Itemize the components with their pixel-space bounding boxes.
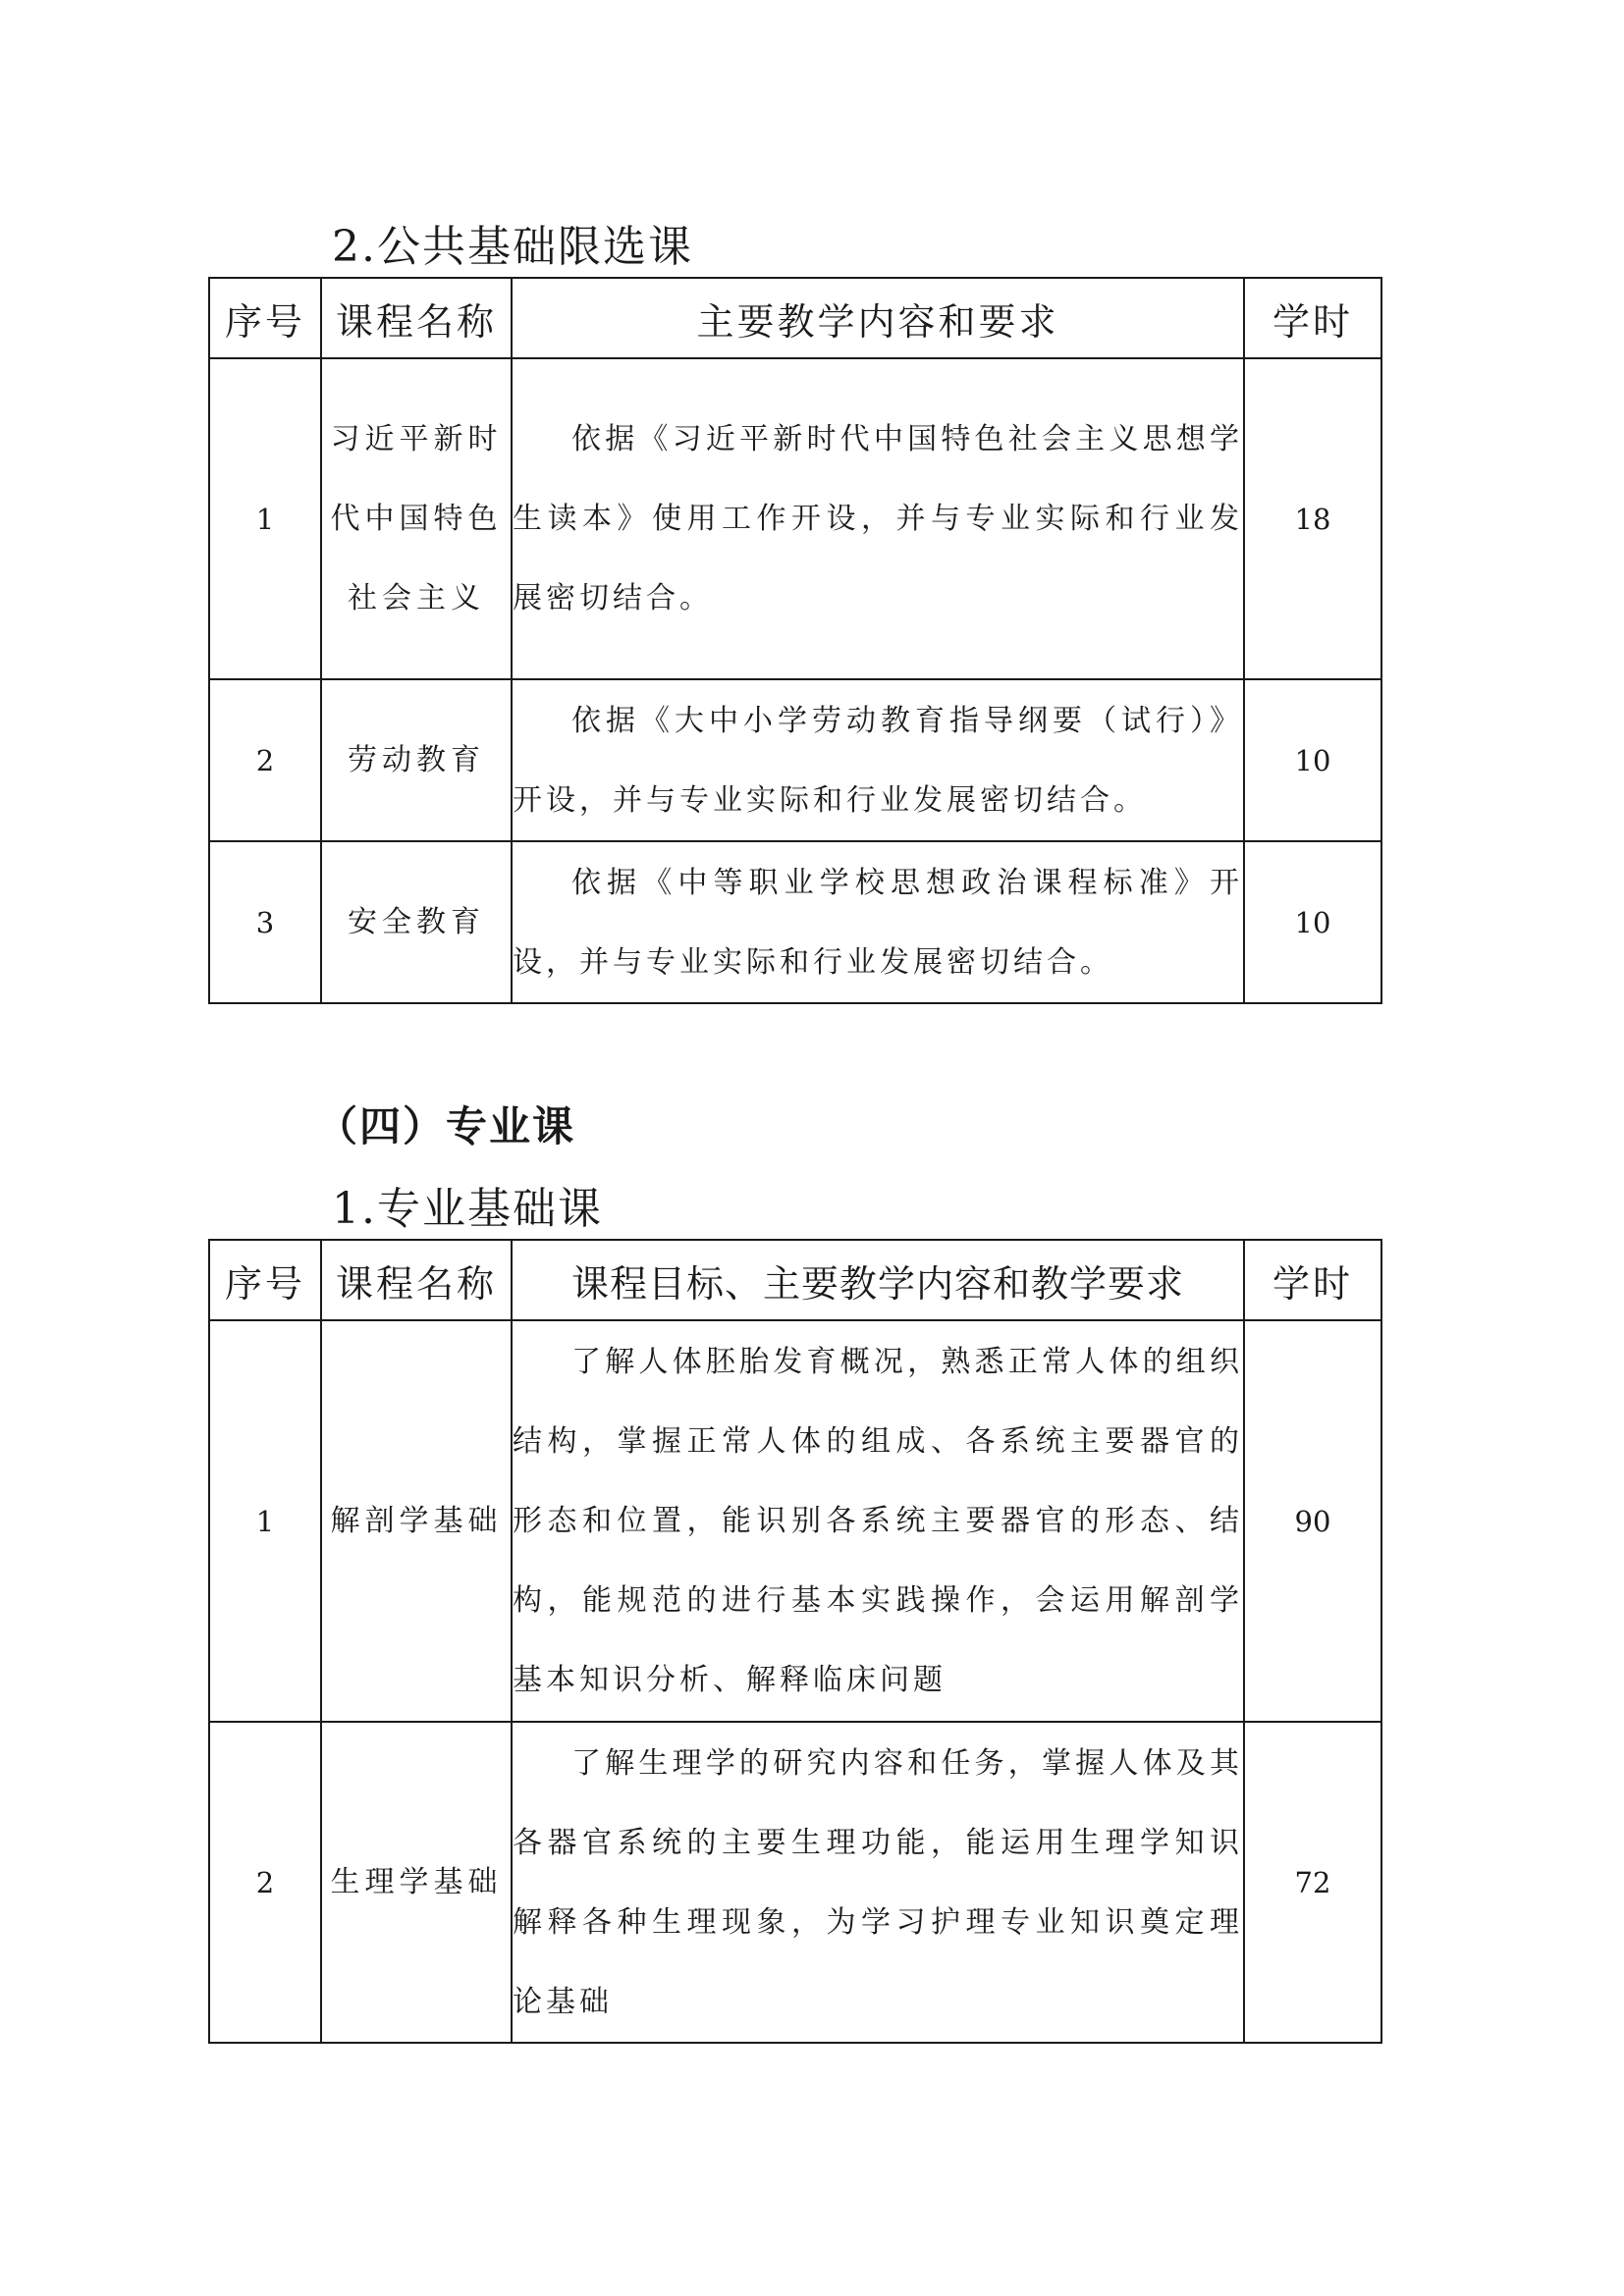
row-number: 1 (209, 1320, 321, 1722)
course-name: 解剖学基础 (321, 1320, 512, 1722)
course-content (512, 358, 1244, 679)
column-header-content: 课程目标、主要教学内容和教学要求 (512, 1240, 1244, 1320)
course-name: 劳动教育 (321, 679, 512, 841)
table-row (209, 358, 1381, 679)
course-content (512, 1722, 1244, 2043)
course-hours: 18 (1244, 358, 1381, 679)
column-header-hours: 学时 (1244, 1240, 1381, 1320)
table-row (209, 841, 1381, 1003)
course-name: 生理学基础 (321, 1722, 512, 2043)
section-heading: （四）专业课 (316, 1102, 576, 1150)
table-header-row (209, 278, 1381, 358)
column-header-number: 序号 (209, 278, 321, 358)
column-header-content: 主要教学内容和要求 (512, 278, 1244, 358)
course-hours: 10 (1244, 841, 1381, 1003)
column-header-course-name: 课程名称 (321, 278, 512, 358)
course-hours: 90 (1244, 1320, 1381, 1722)
course-name: 习近平新时代中国特色社会主义 (321, 358, 512, 679)
course-content-text: 依据《大中小学劳动教育指导纲要（试行）》开设，并与专业实际和行业发展密切结合。 (513, 703, 1243, 818)
row-number: 2 (209, 679, 321, 841)
row-number: 1 (209, 358, 321, 679)
course-hours: 72 (1244, 1722, 1381, 2043)
column-header-number: 序号 (209, 1240, 321, 1320)
course-content-text: 依据《中等职业学校思想政治课程标准》开设，并与专业实际和行业发展密切结合。 (513, 865, 1243, 980)
course-content-text: 了解生理学的研究内容和任务，掌握人体及其各器官系统的主要生理功能，能运用生理学知识解释各种生理现象，为学习护理专业知识奠定理论基础 (513, 1745, 1243, 2019)
course-content (512, 841, 1244, 1003)
course-content (512, 1320, 1244, 1722)
table-row (209, 1722, 1381, 2043)
table-header-row (209, 1240, 1381, 1320)
table-row (209, 679, 1381, 841)
row-number: 2 (209, 1722, 321, 2043)
course-name: 安全教育 (321, 841, 512, 1003)
limited-courses-heading: 2.公共基础限选课 (332, 222, 693, 272)
course-content (512, 679, 1244, 841)
course-content-text: 了解人体胚胎发育概况，熟悉正常人体的组织结构，掌握正常人体的组成、各系统主要器官的形态和位置，能识别各系统主要器官的形态、结构，能规范的进行基本实践操作，会运用解剖学基本知识分析、解释临床问题 (513, 1345, 1243, 1697)
table-row (209, 1320, 1381, 1722)
column-header-hours: 学时 (1244, 278, 1381, 358)
limited-courses-table (208, 277, 1382, 1004)
basic-courses-heading: 1.专业基础课 (332, 1184, 603, 1234)
course-content-text: 依据《习近平新时代中国特色社会主义思想学生读本》使用工作开设，并与专业实际和行业发展密切结合。 (513, 422, 1243, 615)
column-header-course-name: 课程名称 (321, 1240, 512, 1320)
basic-courses-table (208, 1239, 1382, 2044)
row-number: 3 (209, 841, 321, 1003)
course-hours: 10 (1244, 679, 1381, 841)
